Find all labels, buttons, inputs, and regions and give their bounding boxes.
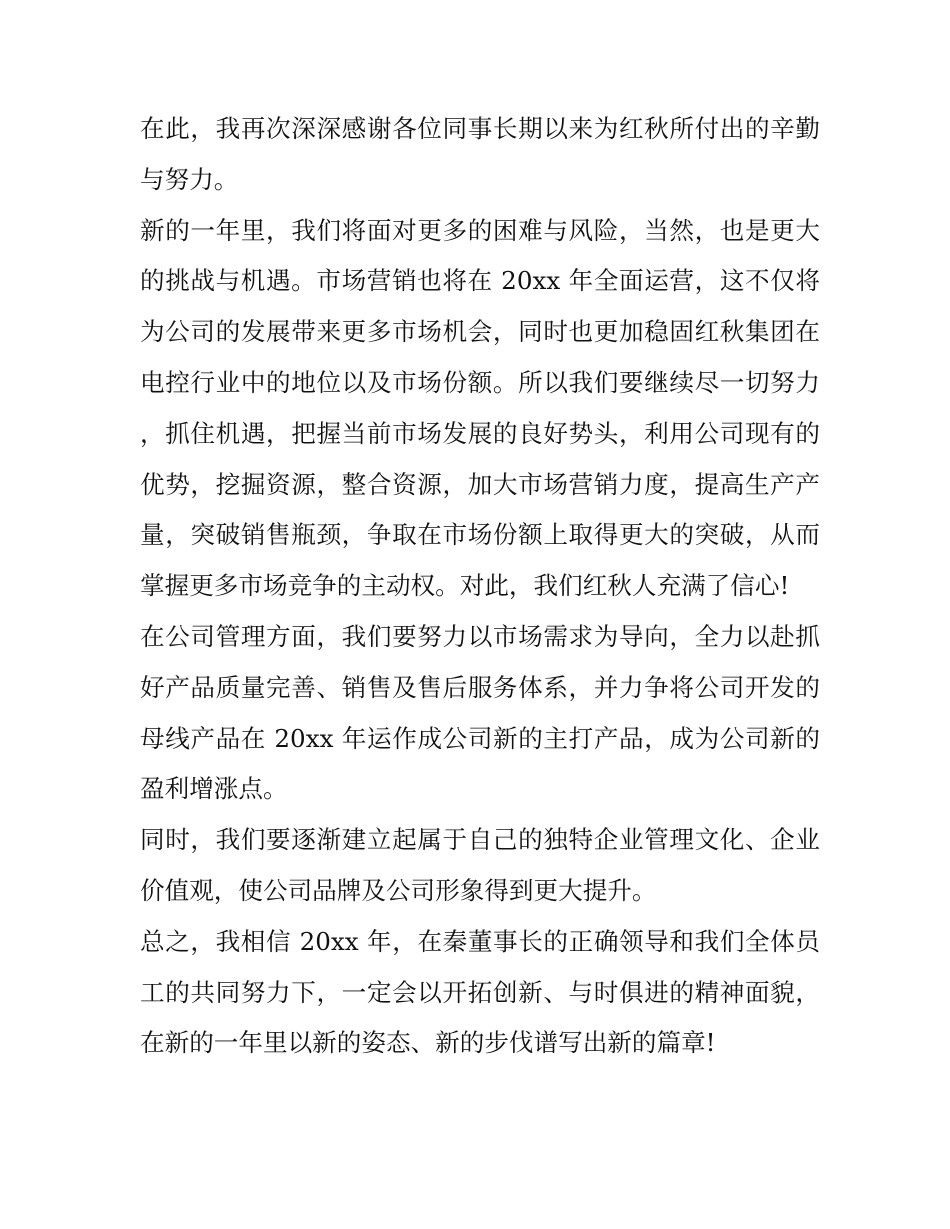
paragraph-culture: 同时，我们要逐渐建立起属于自己的独特企业管理文化、企业价值观，使公司品牌及公司形象得到更大提升。 [140,825,820,905]
paragraph-conclusion: 总之，我相信 20xx 年，在秦董事长的正确领导和我们全体员工的共同努力下，一定会以开拓创新、与时俱进的精神面貌，在新的一年里以新的姿态、新的步伐谱写出新的篇章! [140,926,820,1058]
paragraph-new-year-outlook: 新的一年里，我们将面对更多的困难与风险，当然，也是更大的挑战与机遇。市场营销也将在 20xx 年全面运营，这不仅将为公司的发展带来更多市场机会，同时也更加稳固红秋集团在电控行业中的地位以及市场份额。所以我们要继续尽一切努力，抓住机遇，把握当前市场发展的良好势头，利用公司现有的优势，挖掘资源，整合资源，加大市场营销力度，提高生产产量，突破销售瓶颈，争取在市场份额上取得更大的突破，从而掌握更多市场竞争的主动权。对此，我们红秋人充满了信心! [140,215,820,601]
paragraph-management: 在公司管理方面，我们要努力以市场需求为导向，全力以赴抓好产品质量完善、销售及售后服务体系，并力争将公司开发的母线产品在 20xx 年运作成公司新的主打产品，成为公司新的盈利增涨点。 [140,621,820,804]
paragraph-thanks: 在此，我再次深深感谢各位同事长期以来为红秋所付出的辛勤与努力。 [140,114,820,194]
document-body [140,104,820,1069]
